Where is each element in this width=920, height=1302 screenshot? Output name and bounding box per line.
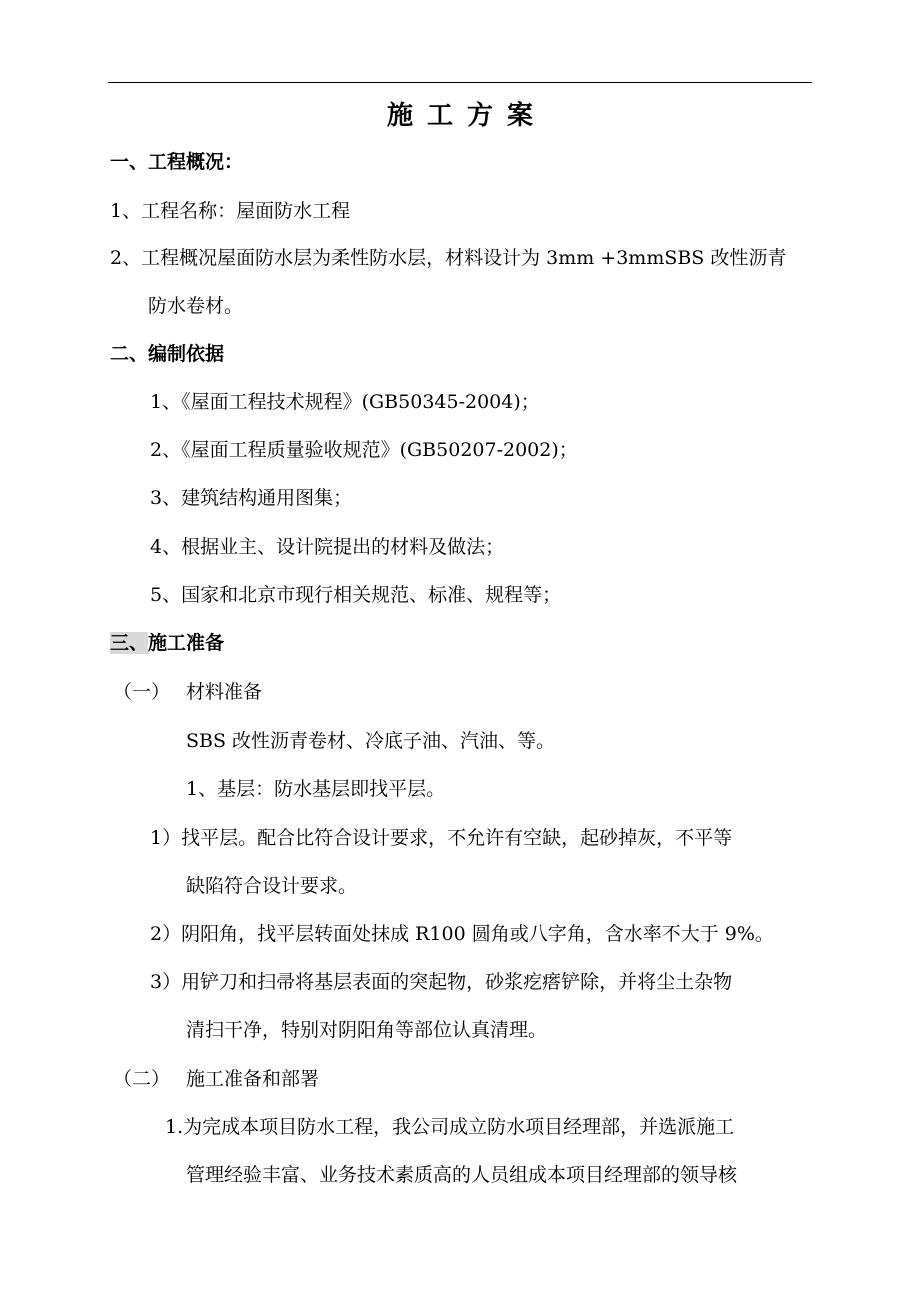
- s1-item-1: 1、工程名称：屋面防水工程: [110, 200, 351, 222]
- section-3-number-highlight: 三、: [110, 632, 149, 654]
- base-line: 1、基层：防水基层即找平层。: [186, 778, 446, 800]
- page-title: 施工方案: [386, 101, 547, 131]
- section-3-heading: [110, 631, 224, 655]
- materials-line: SBS 改性沥青卷材、冷底子油、汽油、等。: [186, 730, 556, 752]
- s1-item-2-line1: 2、工程概况屋面防水层为柔性防水层，材料设计为 3mm +3mmSBS 改性沥青: [110, 247, 787, 269]
- s1-item-2-line2: 防水卷材。: [148, 295, 244, 317]
- sub-1-number: （一）: [113, 681, 171, 703]
- p1-line2: 缺陷符合设计要求。: [186, 875, 358, 897]
- sub-2-title: 施工准备和部署: [186, 1068, 320, 1090]
- s2-item-5: 5、国家和北京市现行相关规范、标准、规程等；: [150, 584, 562, 606]
- p3-line2: 清扫干净，特别对阴阳角等部位认真清理。: [186, 1019, 548, 1041]
- sub-2-number: （二）: [113, 1068, 171, 1090]
- d1-line1: 1.为完成本项目防水工程，我公司成立防水项目经理部，并选派施工: [165, 1116, 735, 1138]
- s2-item-2: 2、《屋面工程质量验收规范》(GB50207-2002)；: [150, 439, 578, 461]
- s2-item-1: 1、《屋面工程技术规程》(GB50345-2004)；: [150, 391, 540, 413]
- p2-line: 2）阴阳角，找平层转面处抹成 R100 圆角或八字角，含水率不大于 9%。: [150, 923, 774, 945]
- section-2-heading: 二、编制依据: [110, 343, 225, 365]
- section-3-title: 施工准备: [148, 632, 225, 654]
- s2-item-4: 4、根据业主、设计院提出的材料及做法；: [150, 536, 505, 558]
- s2-item-3: 3、建筑结构通用图集；: [150, 487, 353, 509]
- d1-line2: 管理经验丰富、业务技术素质高的人员组成本项目经理部的领导核: [186, 1164, 738, 1186]
- p3-line1: 3）用铲刀和扫帚将基层表面的突起物，砂浆疙瘩铲除，并将尘土杂物: [150, 971, 733, 993]
- header-rule: [108, 82, 812, 83]
- p1-line1: 1）找平层。配合比符合设计要求，不允许有空缺，起砂掉灰，不平等: [150, 827, 733, 849]
- section-1-heading: 一、工程概况：: [110, 151, 244, 173]
- sub-1-title: 材料准备: [186, 681, 263, 703]
